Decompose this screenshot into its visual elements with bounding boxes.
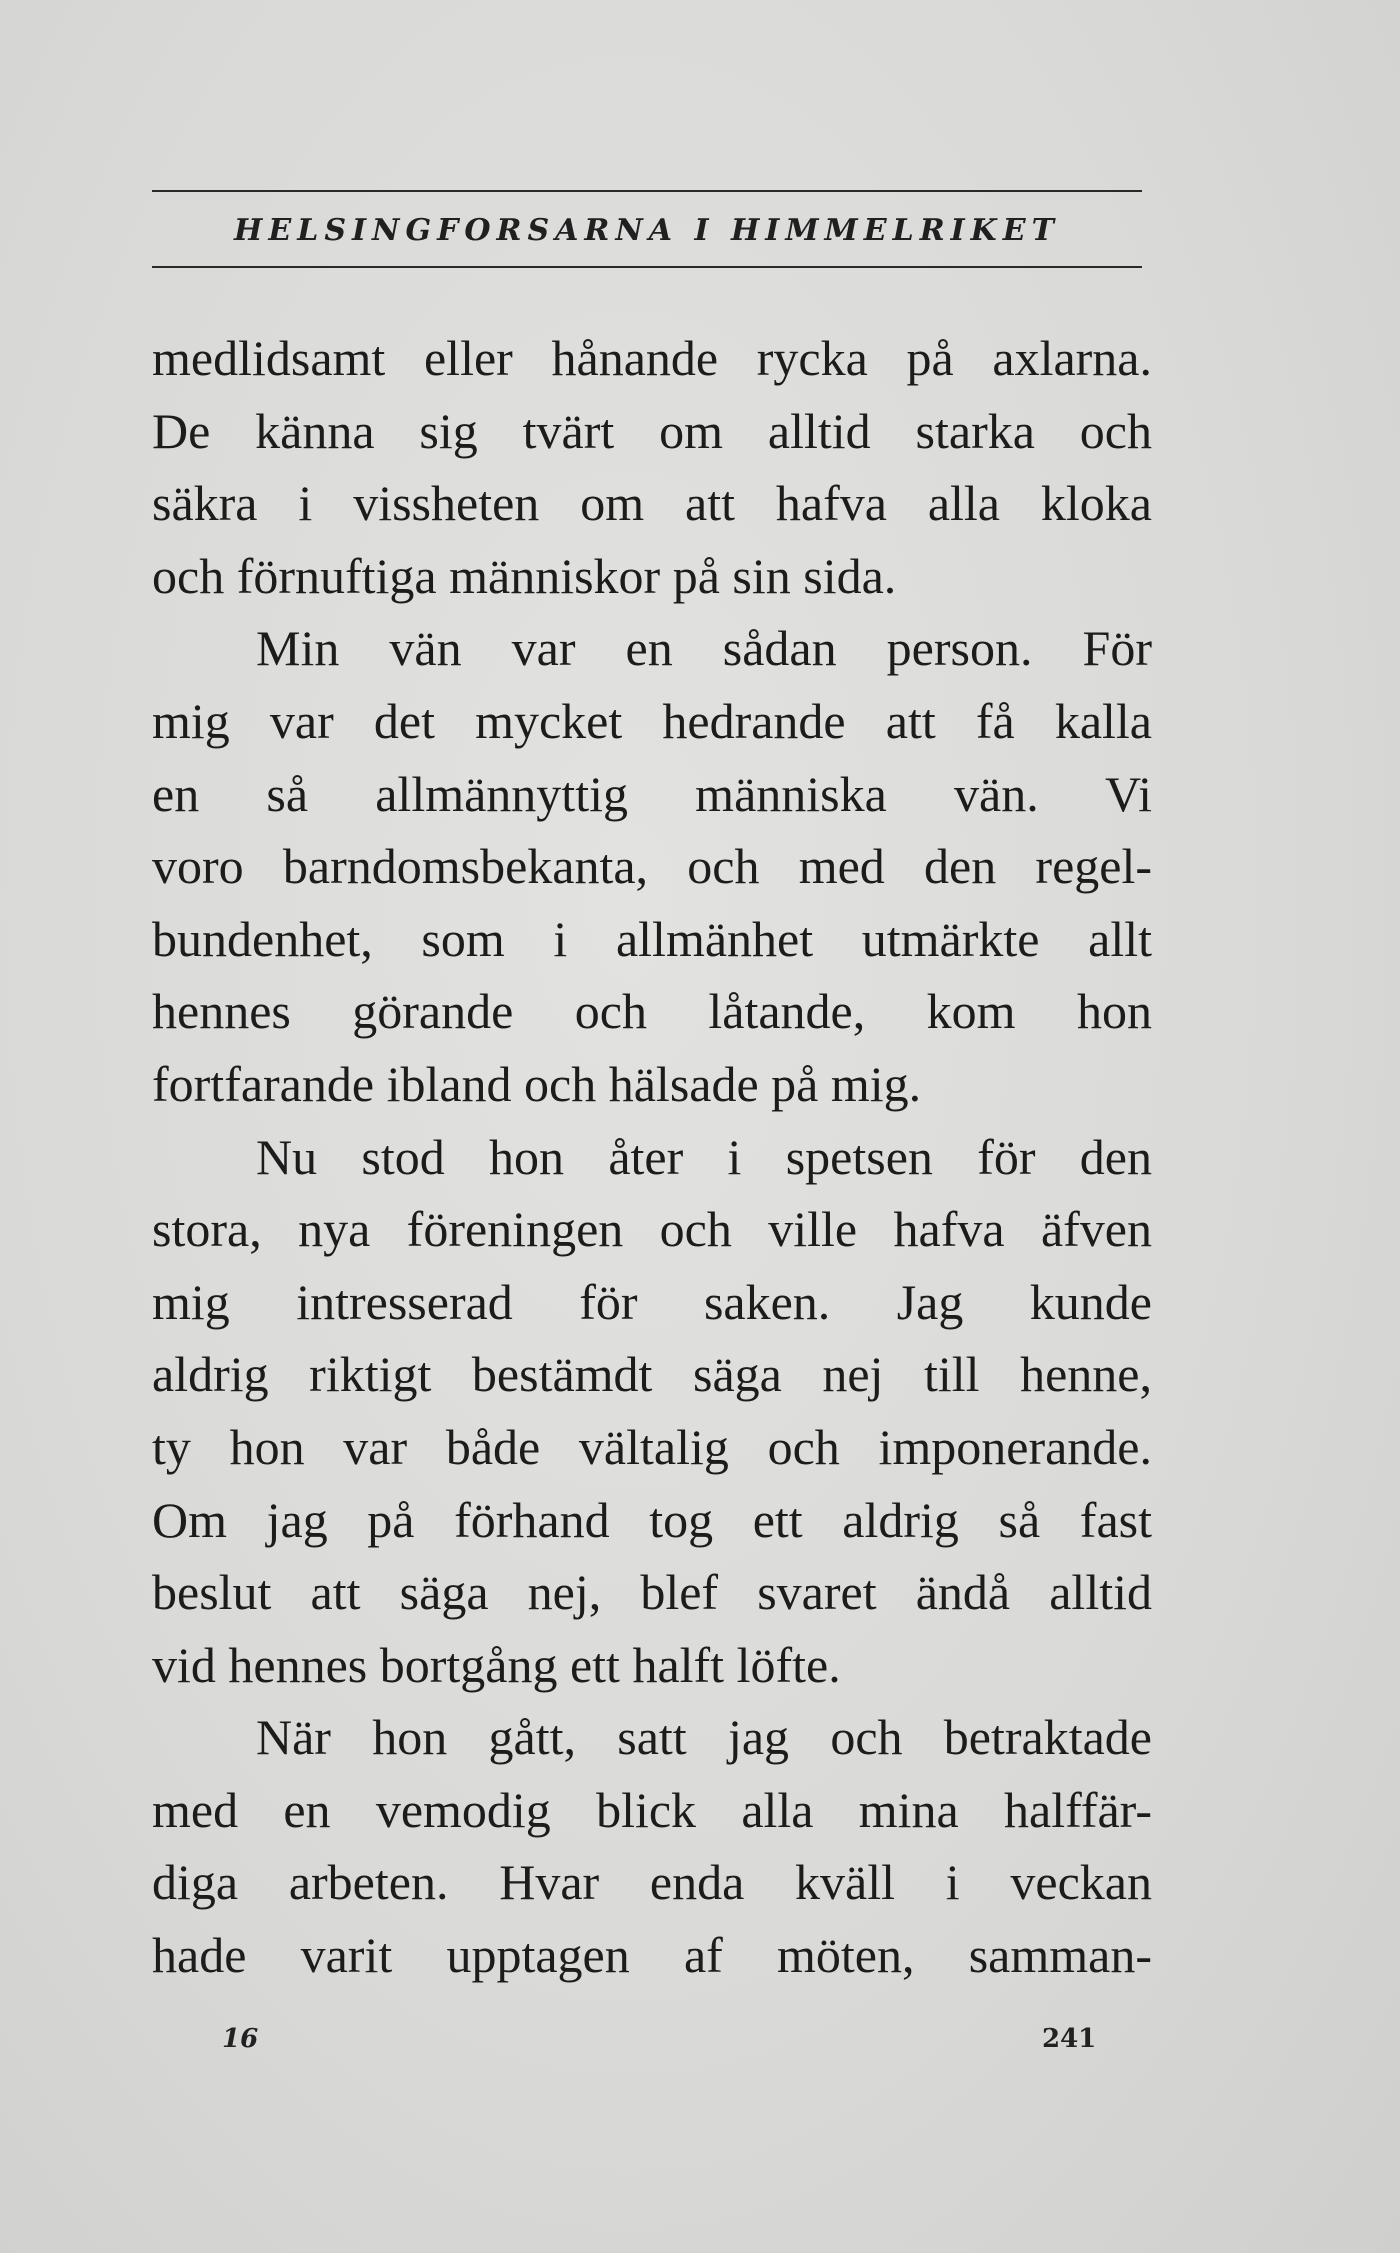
- text-line: diga arbeten. Hvar enda kväll i veckan: [152, 1854, 1152, 1911]
- body-text: [152, 322, 1152, 1992]
- text-line: mig intresserad för saken. Jag kunde: [152, 1273, 1152, 1330]
- text-line: fortfarande ibland och hälsade på mig.: [152, 1055, 922, 1112]
- text-line: aldrig riktigt bestämdt säga nej till henne,: [152, 1346, 1152, 1403]
- text-line: säkra i vissheten om att hafva alla kloka: [152, 475, 1152, 532]
- text-line: beslut att säga nej, blef svaret ändå alltid: [152, 1564, 1152, 1621]
- text-line: mig var det mycket hedrande att få kalla: [152, 692, 1152, 749]
- header-rule-top: [152, 190, 1142, 192]
- text-line: och förnuftiga människor på sin sida.: [152, 547, 897, 604]
- text-line: Min vän var en sådan person. För: [256, 620, 1152, 677]
- text-line: När hon gått, satt jag och betraktade: [256, 1709, 1152, 1766]
- running-title: HELSINGFORSARNA I HIMMELRIKET: [234, 213, 1060, 248]
- page-footer: [152, 2024, 1152, 2064]
- header-rule-bottom: [152, 266, 1142, 268]
- text-line: stora, nya föreningen och ville hafva äfven: [152, 1201, 1152, 1258]
- text-line: ty hon var både vältalig och imponerande.: [152, 1418, 1152, 1475]
- text-line: De känna sig tvärt om alltid starka och: [152, 402, 1152, 459]
- text-line: hennes görande och låtande, kom hon: [152, 983, 1152, 1040]
- signature-mark: 16: [222, 2024, 259, 2054]
- text-line: en så allmännyttig människa vän. Vi: [152, 765, 1152, 822]
- text-line: Nu stod hon åter i spetsen för den: [256, 1128, 1152, 1185]
- text-line: bundenhet, som i allmänhet utmärkte allt: [152, 910, 1152, 967]
- text-line: voro barndomsbekanta, och med den regel-: [152, 838, 1152, 895]
- text-line: med en vemodig blick alla mina halffär-: [152, 1781, 1152, 1838]
- text-line: Om jag på förhand tog ett aldrig så fast: [152, 1491, 1152, 1548]
- page-header: [152, 190, 1142, 270]
- text-line: hade varit upptagen af möten, samman-: [152, 1927, 1152, 1984]
- text-line: medlidsamt eller hånande rycka på axlarna.: [152, 330, 1152, 386]
- page-number: 241: [1042, 2024, 1097, 2054]
- text-line: vid hennes bortgång ett halft löfte.: [152, 1636, 841, 1693]
